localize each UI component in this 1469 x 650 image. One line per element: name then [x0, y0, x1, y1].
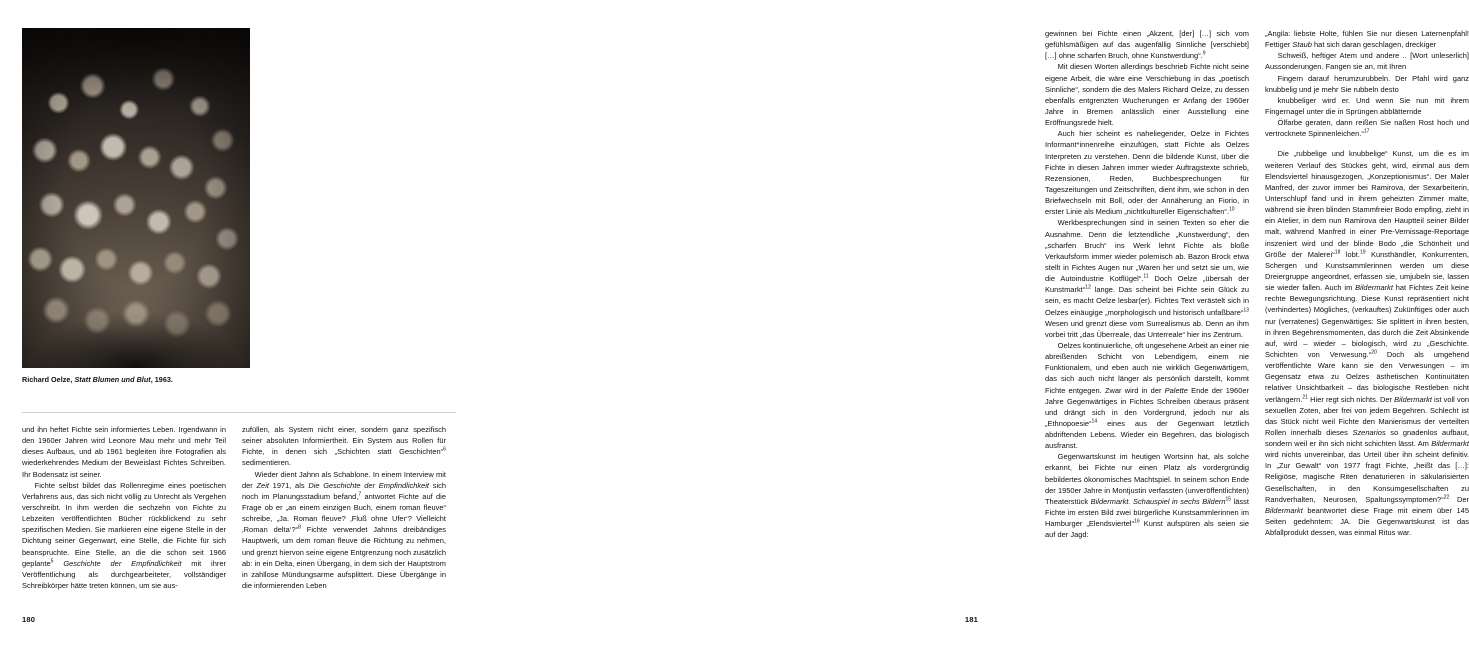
quote-text: „Angila: liebste Holte, fühlen Sie nur diesen Laternenpfahl! Fettiger	[1265, 29, 1469, 50]
quote-line: knubbeliger wird er. Und wenn Sie nun mit ihrem Fingernagel unter die in Sprüngen abblätternde	[1265, 95, 1469, 116]
paragraph-tail: sedimentieren.	[242, 458, 291, 468]
paragraph-text: Hier regt sich nichts. Der	[1308, 394, 1395, 404]
footnote-ref: 18	[1334, 249, 1341, 256]
paragraph-text: Doch als umgehend veröffentlichte Ware kann sie den Verwesungen – im Gegensatz etwa zu Oelzes ästhetischen Kontinuitäten relativer Unsichtbarkeit – das biologische Restleben nicht verlängern.	[1265, 349, 1469, 404]
block-quote	[1265, 28, 1469, 139]
paragraph	[1045, 451, 1249, 540]
paragraph-text: Gegenwartskunst im heutigen Wortsinn hat, als solche erkannt, bei Fichte nur einen Platz als vordergründig bebildertes ökonomisches Machtspiel. In seinem schon Ende der 1950er Jahre in Montjustin verfassten (unveröffentlichten) Theaterstück	[1045, 452, 1249, 506]
paragraph	[22, 480, 226, 591]
paragraph	[1045, 340, 1249, 451]
footnote-ref: 8	[298, 524, 301, 531]
caption-title: Statt Blumen und Blut	[74, 375, 151, 384]
paragraph-text: Wesen und grenzt diese vom Surrealismus ab. Denn an ihm vorbei tritt „das Überreale, das Unterreale“ hier ins Zentrum.	[1045, 318, 1249, 339]
paragraph-text: Die „rubbelige und knubbelige“ Kunst, um die es im weiteren Verlauf des Stückes geht, wird, einmal aus dem Elendsviertel hinausgezogen, „Konzeptionismus“. Der Maler Manfred, der zuvor immer bei Ramirova, der Sexarbeiterin, Unterschlupf fand und in ihrem geheizten Zimmer malte, während sie ihren blinden Stammfreier Bodo empfing, zieht in ein Atelier, in dem nun Ramirova den Hauptteil seiner Bilder malt, während Manfred in einer Pre-Vernissage-Reportage inszeniert wird und der blinde Bodo „die Schönheit und Größe der Malerei“	[1265, 149, 1469, 259]
italic-bildermarkt: Bildermarkt	[1265, 505, 1303, 515]
figure-richard-oelze	[22, 28, 250, 368]
paragraph-text: Fichte verwendet Jahnns dreibändiges Hauptwerk, um dem roman fleuve die Richtung zu nehmen, und grenzt hiervon seine eigene Entgrenzung noch zusätzlich ab: in ein Delta, einen Übergang, in dem sich der Hauptstrom in zahllose Mündungsarme aufsplittert. Diese Übergänge in die informierenden Leben	[242, 525, 446, 590]
italic-bildermarkt-title: Bildermarkt. Schauspiel in sechs Bildern	[1090, 496, 1226, 506]
paragraph-text: lange. Das scheint bei Fichte sein Glück zu sein, es macht Oelze lesbar(er). Fichtes Text verästelt sich in Oelzes einäugige „morphologisch und historisch unfaßbare“	[1045, 285, 1249, 317]
paragraph-text: Auch hier scheint es naheliegender, Oelze in Fichtes Informant*innenreihe einzufügen, statt Fichte als Oelzes Interpreten zu verstehen. Denn die bildende Kunst, über die Fichte in diesen Jahren immer wieder Auftragstexte schrieb, Rezensionen, Reden, Buchbesprechungen für Tageszeitungen und Zeitschriften, dient ihm, wie schon in den Briefwechseln mit Boll, oder der Annäherung an Fiorio, in erster Linie als Medium „nichtkultureller Eigenschaften“.	[1045, 129, 1249, 217]
italic-title: Die Geschichte der Empfindlichkeit	[308, 480, 430, 490]
right-column-1	[1045, 28, 1249, 608]
right-page-columns	[1045, 28, 1469, 608]
artwork-image	[22, 28, 250, 368]
quote-text: hat sich daran geschlagen, dreckiger	[1311, 40, 1437, 50]
paragraph-text: Doch Oelze „übersah der Kunstmarkt“	[1045, 274, 1249, 295]
footnote-ref: 17	[1363, 128, 1370, 135]
footnote-ref: 10	[1228, 206, 1235, 213]
paragraph-text: ist voll von sexuellen Zoten, aber frei von jedem Begehren. Schlecht ist das Stück nicht weil Fichte den Manierismus der verteilten Rollen innerhalb dieses	[1265, 394, 1469, 437]
italic-bildermarkt: Bildermarkt	[1355, 283, 1393, 293]
paragraph	[1045, 28, 1249, 61]
left-page-columns	[22, 424, 446, 591]
right-column-2	[1265, 28, 1469, 608]
quote-line	[1265, 28, 1469, 50]
footnote-ref: 12	[1085, 284, 1091, 291]
caption-year: , 1963.	[150, 375, 173, 384]
figure-caption	[22, 375, 322, 385]
paragraph-text: gewinnen bei Fichte einen „Akzent, [der] […] sich vom gefühlsmäßigen auf das augenfällig Sinnliche [verschiebt] […] ohne scharfen Bruch, ohne Kunstwerdung“.	[1045, 29, 1249, 61]
quote-line: Fingern darauf herumzurubbeln. Der Pfahl wird ganz knubbelig und je mehr Sie rubbeln desto	[1265, 73, 1469, 94]
footnote-ref: 5	[50, 558, 54, 565]
paragraph-text: Kunst aufspüren als seien sie auf der Jagd:	[1045, 519, 1249, 540]
footnote-ref: 16	[1134, 518, 1140, 525]
footnote-ref: 22	[1443, 494, 1450, 501]
paragraph	[242, 424, 446, 469]
paragraph-text: 1971, als	[268, 480, 309, 490]
quote-text: Ölfarbe geraten, dann reißen Sie naßen Rost hoch und vertrocknete Spinnenleichen.“	[1265, 118, 1469, 139]
folio-left: 180	[22, 615, 36, 624]
paragraph-text: lobt.	[1340, 249, 1360, 259]
footnote-ref: 20	[1371, 349, 1377, 356]
paragraph	[1265, 148, 1469, 538]
quote-line	[1265, 117, 1469, 139]
footnote-ref: 11	[1143, 273, 1149, 280]
left-page-rule	[22, 412, 456, 413]
paragraph-text: hat Fichtes Zeit keine rechte Bewegungsrichtung. Diese Kunst repräsentiert nicht (verhindertes) Mögliches, (verkauftes) Zukünftiges oder auch nur (verratenes) Gegenwärtiges: Sie splittert in ihren besten, in ihren Begehrensmomenten, das durch die Zeit Absinkende auf, wird – wieder – biologisch, wird zu „Geschichte. Schichten von Verwesung.“	[1265, 283, 1469, 359]
paragraph-text: Kunsthändler, Konkurrenten, Schergen und Kunstsammlerinnen werden um diese Dreiergruppe angeordnet, erfassen sie, umjubeln sie, lassen sie wieder fallen. Auch im	[1265, 249, 1469, 293]
footnote-ref: 21	[1302, 394, 1309, 401]
italic-zeit: Zeit	[256, 480, 269, 490]
caption-artist: Richard Oelze,	[22, 375, 75, 384]
paragraph-text: so gnadenlos aufbaut, sondern weil er ihn sich nicht schichten lässt. Am	[1265, 427, 1469, 449]
footnote-ref: 14	[1091, 418, 1098, 425]
quote-spacer	[1265, 139, 1469, 148]
paragraph-text: Der	[1449, 494, 1469, 504]
paragraph-text: Oelzes kontinuierliche, oft ungesehene Arbeit an einer nie abreißenden Schicht von Lebendigem, einem nie Funktionalem, und eben auch nie wirklich Gegenwärtigem, das sich auch nicht länger als persönlich darstellt, kommt Fichte entgegen. Zwar wird in der	[1045, 340, 1249, 395]
paragraph-text: Wieder dient Jahnn als Schablone. In einem Interview mit der	[242, 469, 446, 490]
paragraph-text: lässt Fichte im ersten Bild zwei bürgerliche Kunstsammlerinnen im Hamburger „Elendsviertel“	[1045, 496, 1249, 529]
paragraph-text: wird nichts unvereinbar, das Urteil über ihn scheint definitiv. In „Zur Gewalt“ von 1977 fragt Fichte, „heißt das […]: Religiöse, magische Riten denaturieren in säkularisierten Gesellschaften, in den Konsumgesellschaften zu Randverhalten, Neurosen, Spaltungssymptomen?“	[1265, 450, 1469, 504]
paragraph-text: Ende der 1960er Jahre Gegenwärtiges in Fichtes Schreiben überaus präsent und drängt sich in den Vordergrund, jedoch nur als „Ethnopoesie“	[1045, 385, 1249, 428]
paragraph-text: Fichte selbst bildet das Rollenregime eines poetischen Verfahrens aus, das sich nicht völlig zu Unrecht als Vergehen verschreibt. In ihm werden die sechzehn von Fichte zu Lebzeiten veröffentlichten Bücher rückblickend zu sehr spezifischen Medien. Sie markieren eine eigene Stelle in der Dichtung seiner Gegenwart, eine Stelle, die Fichte für sich beanspruchte. Eine Stelle, an die die schon seit 1966 geplante	[22, 480, 226, 568]
paragraph: und ihn heftet Fichte sein informiertes Leben. Irgendwann in den 1960er Jahren wird Leonore Mau mehr und mehr Teil dieses Aufbaus, und ab 1961 begleiten ihre Fotografien als wiederkehrendes Medium der Beweislast Fichtes Schreiben. Ihr Bodensatz ist seiner.	[22, 425, 226, 479]
italic-szenarios: Szenarios	[1352, 427, 1386, 437]
footnote-ref: 7	[358, 491, 362, 498]
italic-bildermarkt: Bildermarkt	[1431, 439, 1469, 449]
artwork-vignette	[22, 28, 250, 368]
footnote-ref: 6	[443, 446, 446, 453]
italic-bildermarkt: Bildermarkt	[1394, 394, 1432, 404]
footnote-ref: 15	[1225, 496, 1232, 503]
left-column-1	[22, 424, 226, 591]
paragraph-text: eines aus der Gegenwart letztlich abdriftenden Lebens. Wieder ein Begehren, das biologisch ausfranst.	[1045, 418, 1249, 451]
paragraph-tail: mit ihrer Veröffentlichung als durchgearbeiteter, vollständiger Schreibkörper hätte treten können, um sie aus-	[22, 558, 226, 590]
italic-title: Geschichte der Empfindlichkeit	[53, 558, 182, 568]
italic-palette: Palette	[1164, 385, 1188, 395]
paragraph	[1045, 128, 1249, 217]
quote-line: Schweiß, heftiger Atem und andere .. [Wort unleserlich] Aussonderungen. Fangen sie an, mit Ihren	[1265, 51, 1469, 72]
paragraph	[1045, 217, 1249, 340]
footnote-ref: 19	[1359, 249, 1366, 256]
left-column-2	[242, 424, 446, 591]
paragraph-text: sich noch im Planungsstadium befand,	[242, 480, 446, 501]
paragraph	[242, 469, 446, 592]
folio-right: 181	[964, 615, 978, 624]
italic-staub: Staub	[1292, 40, 1312, 50]
right-page	[500, 0, 1469, 650]
footnote-ref: 9	[1202, 50, 1206, 57]
left-page	[0, 0, 500, 650]
paragraph-text: zufüllen, als System nicht einer, sondern ganz spezifisch seiner absoluten Informiertheit. Ein System aus Rollen für Fichte, in denen sich „Schichten statt Geschichten“	[242, 425, 446, 457]
paragraph: Mit diesen Worten allerdings beschrieb Fichte nicht seine eigene Arbeit, die wäre eine Verschiebung in das „poetisch Sinnliche“, sondern die des Malers Richard Oelze, zu dessen ebenfalls entgrenzten Wucherungen er Anfang der 1960er Jahre in Bremen anlässlich einer Ausstellung eine Eröffnungsrede hielt.	[1045, 62, 1249, 128]
footnote-ref: 13	[1243, 307, 1249, 314]
paragraph-text: antwortet Fichte auf die Frage ob er „an einem einzigen Buch, einem roman fleuve“ schreibe, „Ja. Roman fleuve? ‚Fluß ohne Ufer‘? Vielleicht ‚Roman delta‘?“	[242, 491, 446, 535]
paragraph-text: beantwortet diese Frage mit einem über 145 Seiten gedehntem: JA. Die Gegenwartskunst ist das Abfallprodukt dessen, was einmal Ritus war.	[1265, 505, 1469, 538]
paragraph-text: Werkbesprechungen sind in seinen Texten so eher die Ausnahme. Denn die letztendliche „Kunstwerdung“, den „scharfen Bruch“ ins Werk lehnt Fichte als bloße Verkaufsform immer wieder polemisch ab. Bazon Brock etwa stellt in Fichtes Augen nur „Waren her und setzt sie um, wie die Autoindustrie Kotflügel“.	[1045, 218, 1249, 284]
